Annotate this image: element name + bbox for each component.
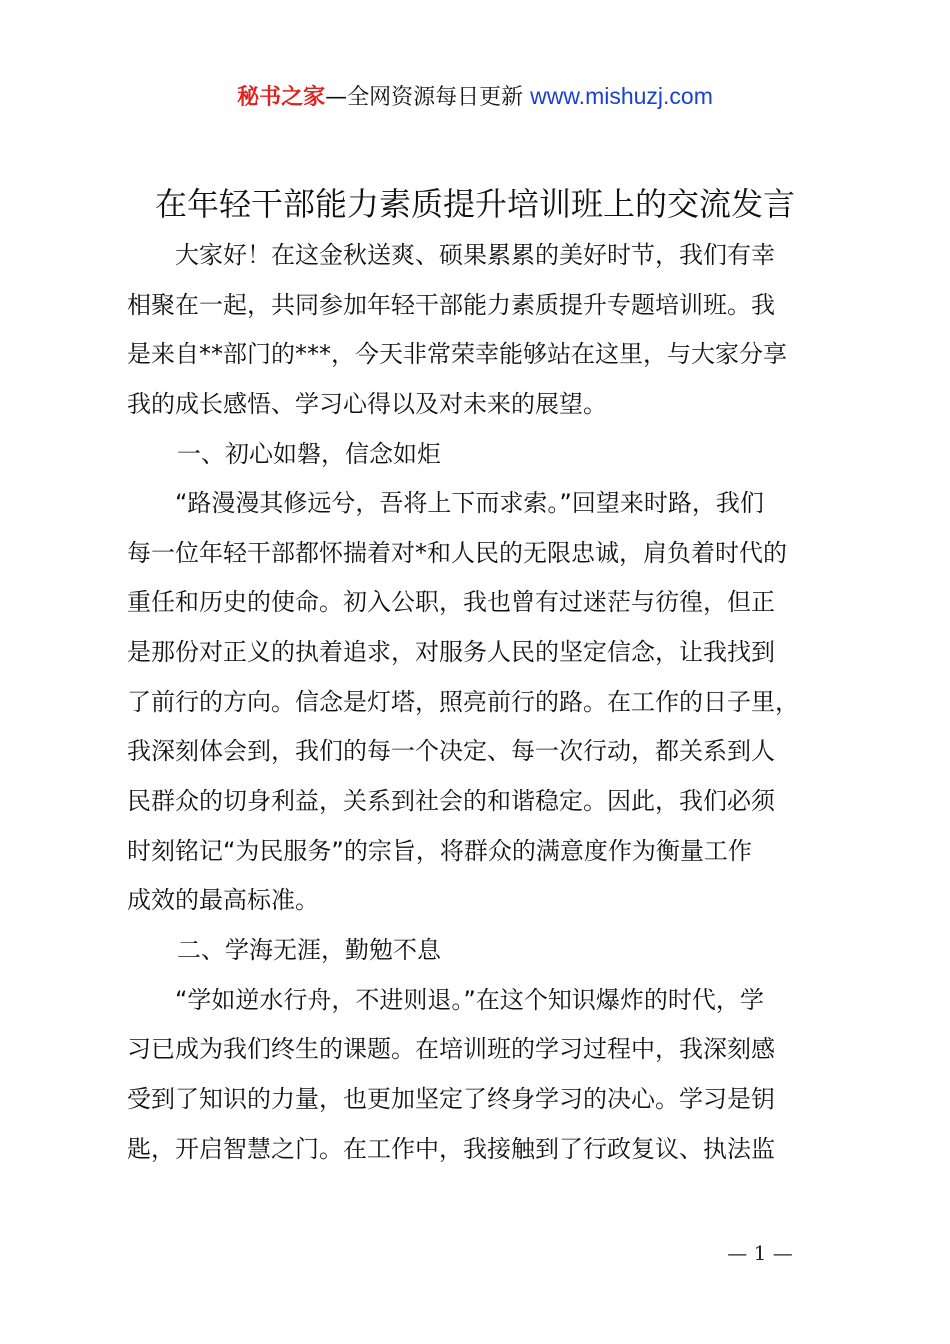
body-line: 每一位年轻干部都怀揣着对*和人民的无限忠诚，肩负着时代的 (127, 538, 787, 567)
page-number: — 1 — (727, 1241, 793, 1265)
body-line: 成效的最高标准。 (127, 886, 319, 915)
body-line: 习已成为我们终生的课题。在培训班的学习过程中，我深刻感 (127, 1035, 775, 1064)
body-line: 是那份对正义的执着追求，对服务人民的坚定信念，让我找到 (127, 638, 775, 667)
section-heading-1: 一、初心如磐，信念如炬 (177, 439, 441, 468)
document-body (127, 231, 833, 1174)
header-slogan: —全网资源每日更新 (325, 85, 531, 110)
body-line: “学如逆水行舟，不进则退。”在这个知识爆炸的时代，学 (127, 985, 764, 1014)
body-line: 相聚在一起，共同参加年轻干部能力素质提升专题培训班。我 (127, 290, 775, 319)
body-line: “路漫漫其修远兮，吾将上下而求索。”回望来时路，我们 (127, 489, 764, 518)
body-line: 大家好！在这金秋送爽、硕果累累的美好时节，我们有幸 (127, 241, 775, 269)
body-line: 是来自**部门的***，今天非常荣幸能够站在这里，与大家分享 (127, 340, 787, 369)
body-line: 重任和历史的使命。初入公职，我也曾有过迷茫与彷徨，但正 (127, 588, 775, 617)
body-line: 了前行的方向。信念是灯塔，照亮前行的路。在工作的日子里， (127, 687, 799, 716)
body-line: 我深刻体会到，我们的每一个决定、每一次行动，都关系到人 (127, 737, 775, 766)
brand-name: 秘书之家 (237, 85, 326, 110)
body-line: 时刻铭记“为民服务”的宗旨，将群众的满意度作为衡量工作 (127, 836, 752, 865)
section-heading-2: 二、学海无涯，勤勉不息 (177, 935, 441, 964)
document-title: 在年轻干部能力素质提升培训班上的交流发言 (154, 185, 795, 223)
website-link[interactable]: www.mishuzj.com (530, 83, 713, 109)
body-line: 受到了知识的力量，也更加坚定了终身学习的决心。学习是钥 (127, 1084, 775, 1113)
body-line: 民群众的切身利益，关系到社会的和谐稳定。因此，我们必须 (127, 787, 775, 816)
page-header (0, 80, 950, 114)
body-line: 匙，开启智慧之门。在工作中，我接触到了行政复议、执法监 (127, 1134, 775, 1163)
body-line: 我的成长感悟、学习心得以及对未来的展望。 (127, 389, 607, 418)
